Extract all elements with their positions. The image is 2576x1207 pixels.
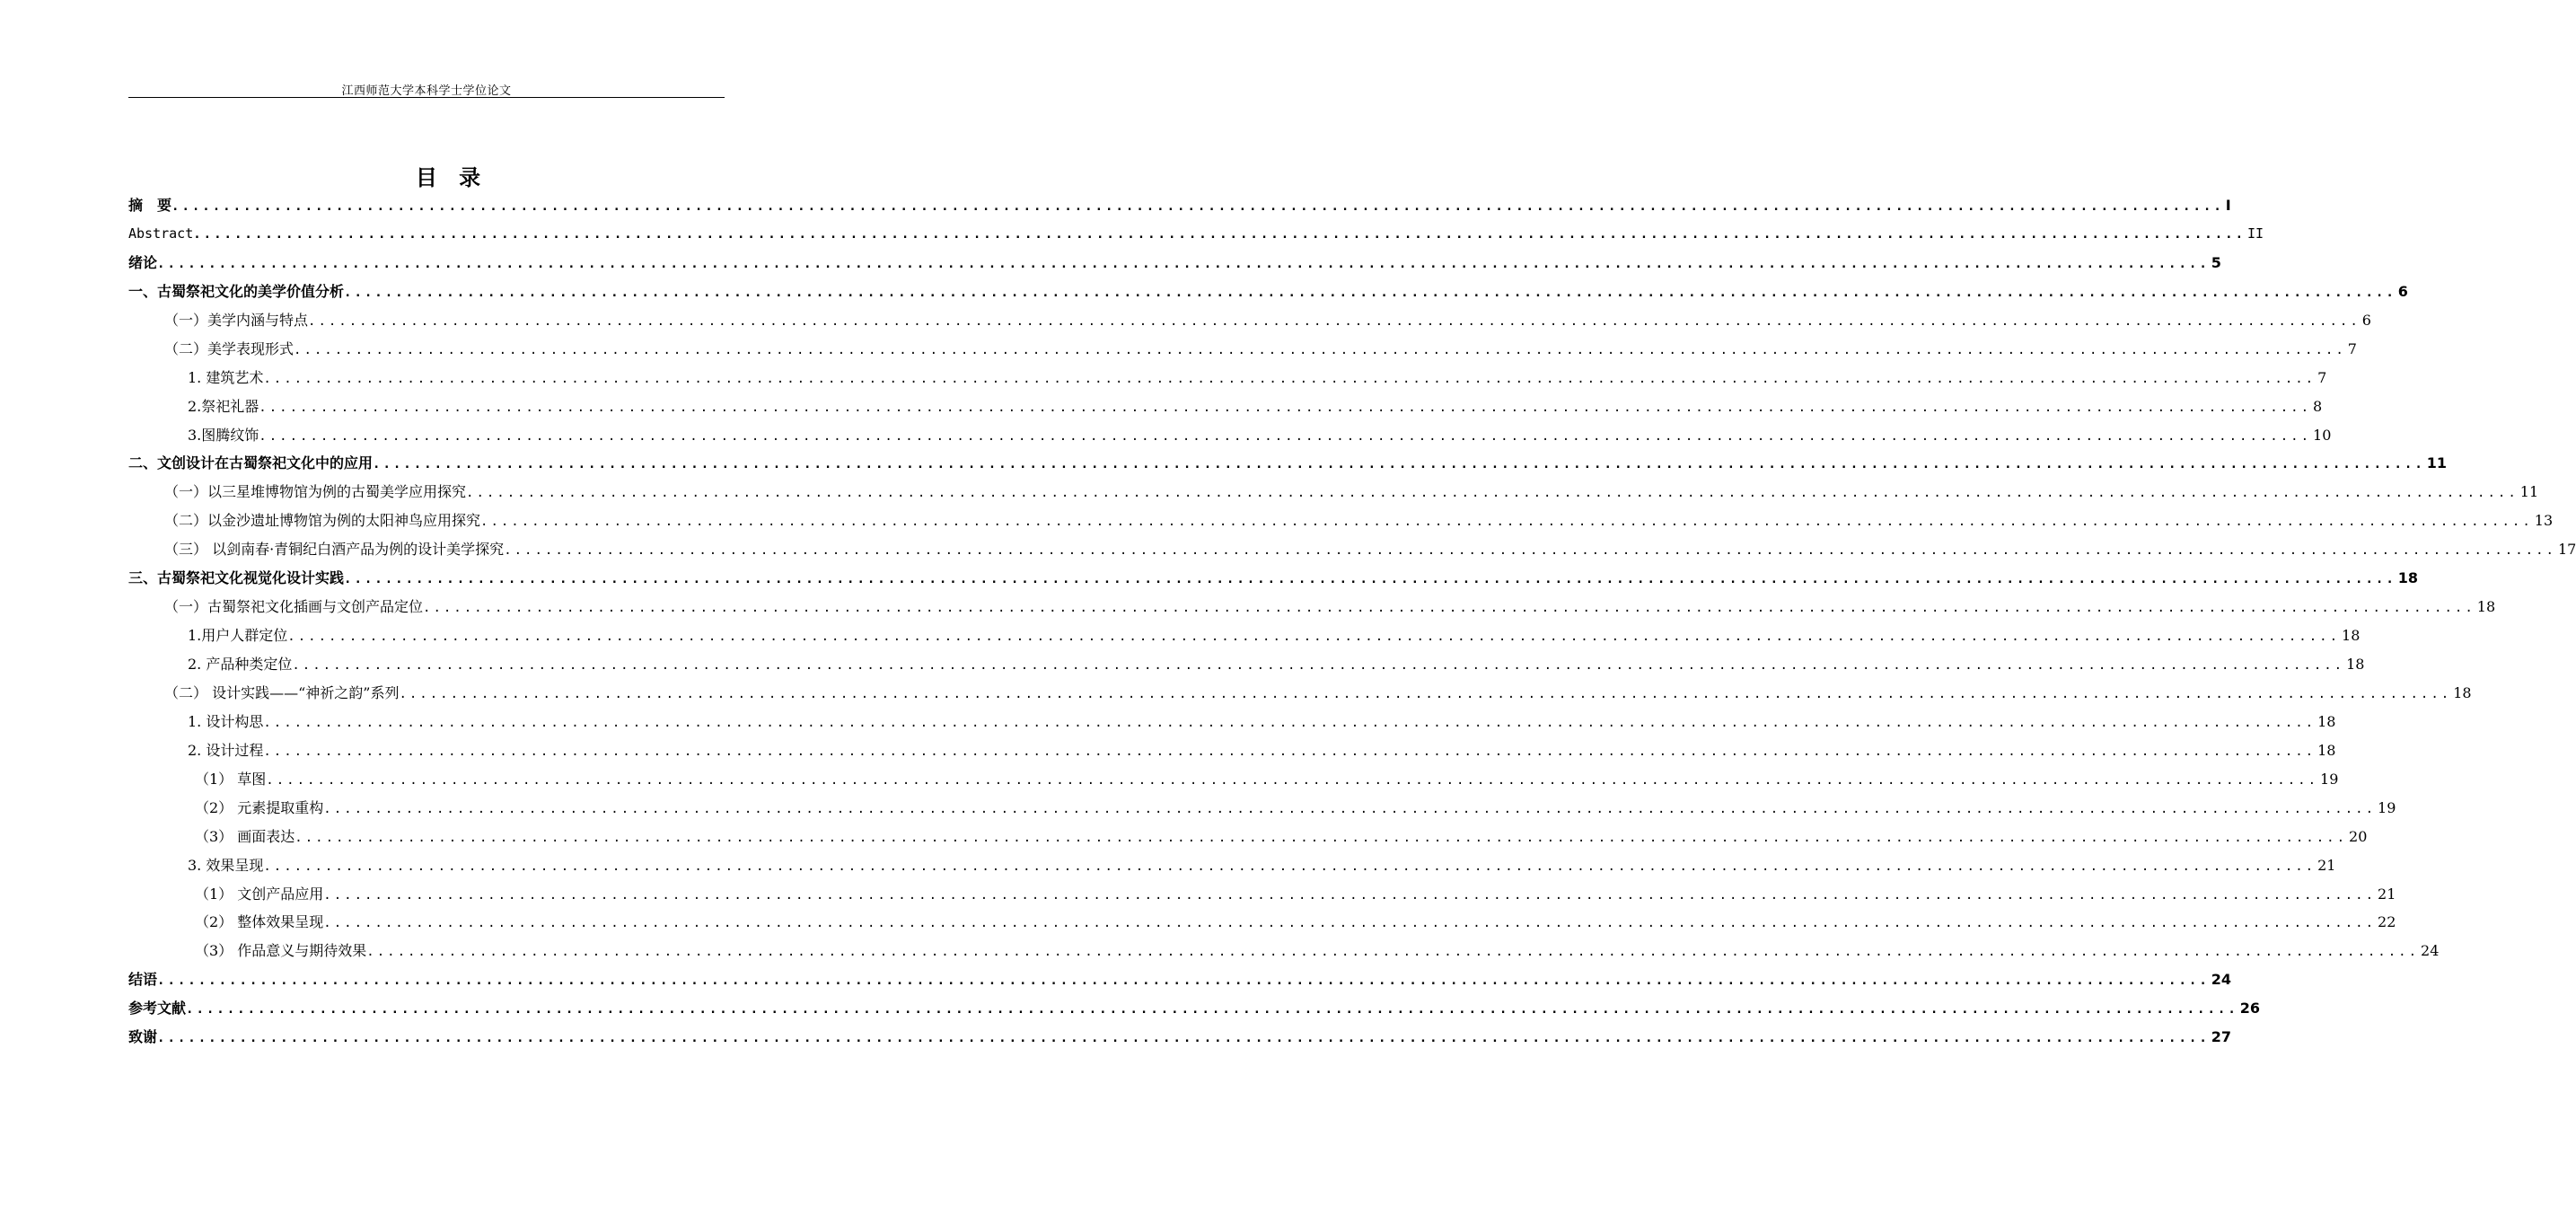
toc-entry-page: 18 (2346, 656, 2365, 673)
toc-entry[interactable] (128, 593, 2496, 621)
toc-entry[interactable] (128, 994, 2261, 1023)
toc-entry[interactable] (128, 823, 2368, 851)
toc-entry-page: 7 (2317, 368, 2327, 386)
toc-entry-title: 2.祭祀礼器 (188, 397, 259, 415)
table-of-contents (128, 191, 2576, 1052)
toc-leader-dots: ........................................................................................................................................................................................................ (423, 601, 2475, 616)
toc-entry-page: II (2247, 225, 2264, 242)
toc-entry-title: 三、古蜀祭祀文化视觉化设计实践 (128, 569, 345, 587)
toc-entry-title: 3. 效果呈现 (188, 856, 264, 874)
toc-entry[interactable] (128, 421, 2332, 450)
toc-entry-title: （3） 作品意义与期待效果 (195, 942, 367, 960)
toc-entry-title: （二）美学表现形式 (164, 339, 295, 357)
toc-entry-title: 参考文献 (128, 1000, 187, 1018)
toc-entry[interactable] (128, 794, 2396, 823)
toc-entry-page: 26 (2239, 1000, 2261, 1018)
toc-entry-title: （一）以三星堆博物馆为例的古蜀美学应用探究 (164, 483, 467, 501)
toc-leader-dots: ........................................................................................................................................................................................................ (294, 342, 2346, 357)
toc-entry[interactable] (128, 708, 2336, 736)
toc-leader-dots: ........................................................................................................................................................................................................ (480, 515, 2533, 530)
toc-entry-page: 11 (2426, 454, 2448, 472)
toc-entry[interactable] (128, 880, 2396, 909)
toc-entry[interactable] (128, 507, 2554, 535)
toc-leader-dots: ........................................................................................................................................................................................................ (171, 199, 2224, 214)
toc-entry-page: 13 (2534, 512, 2554, 530)
toc-entry-page: 20 (2349, 827, 2368, 845)
toc-entry-title: 二、文创设计在古蜀祭祀文化中的应用 (128, 454, 374, 472)
toc-entry-title: （二） 设计实践——“神祈之韵”系列 (164, 683, 400, 701)
toc-entry-title: （一）古蜀祭祀文化插画与文创产品定位 (164, 598, 424, 616)
toc-entry-page: 8 (2313, 397, 2323, 415)
toc-entry[interactable] (128, 564, 2419, 593)
toc-entry-title: 3.图腾纹饰 (188, 426, 259, 444)
toc-entry-title: （1） 草图 (195, 770, 267, 788)
toc-entry-page: 18 (2453, 683, 2472, 701)
toc-leader-dots: ........................................................................................................................................................................................................ (263, 715, 2317, 730)
page-header: 江西师范大学本科学士学位论文 (341, 84, 512, 98)
toc-entry-title: 1. 建筑艺术 (188, 368, 264, 386)
toc-entry[interactable] (128, 449, 2448, 478)
toc-entry[interactable] (128, 478, 2539, 507)
toc-entry-title: 绪论 (128, 253, 158, 271)
toc-leader-dots: ........................................................................................................................................................................................................ (504, 543, 2556, 559)
toc-leader-dots: ........................................................................................................................................................................................................ (263, 371, 2317, 386)
toc-entry[interactable] (128, 736, 2336, 765)
toc-entry-title: （三） 以剑南春·青铜纪白酒产品为例的设计美学探究 (164, 541, 505, 559)
toc-entry[interactable] (128, 965, 2232, 994)
toc-leader-dots: ........................................................................................................................................................................................................ (466, 486, 2519, 501)
toc-entry-title: 2. 设计过程 (188, 741, 264, 759)
toc-leader-dots: ........................................................................................................................................................................................................ (259, 400, 2312, 415)
toc-entry[interactable] (128, 249, 2221, 278)
toc-entry-title: （2） 元素提取重构 (195, 798, 324, 816)
toc-entry-page: 18 (2342, 627, 2361, 645)
toc-entry-page: 11 (2519, 483, 2539, 501)
toc-leader-dots: ........................................................................................................................................................................................................ (259, 428, 2312, 444)
toc-entry-page: 17 (2557, 541, 2576, 559)
toc-entry[interactable] (128, 535, 2576, 564)
toc-leader-dots: ........................................................................................................................................................................................................ (263, 859, 2317, 874)
page-title: 目 录 (415, 165, 488, 190)
toc-entry-page: 6 (2397, 282, 2408, 300)
toc-leader-dots: ........................................................................................................................................................................................................ (157, 256, 2210, 271)
toc-entry[interactable] (128, 765, 2339, 794)
toc-entry[interactable] (128, 621, 2361, 650)
toc-entry[interactable] (128, 364, 2327, 392)
toc-entry[interactable] (128, 191, 2231, 220)
toc-leader-dots: ........................................................................................................................................................................................................ (373, 457, 2425, 472)
toc-entry[interactable] (128, 335, 2357, 364)
toc-entry-title: 1.用户人群定位 (188, 627, 288, 645)
toc-entry-page: 24 (2211, 971, 2232, 989)
toc-entry[interactable] (128, 937, 2440, 965)
toc-entry-title: 2. 产品种类定位 (188, 656, 293, 673)
toc-entry-page: 24 (2421, 942, 2440, 960)
toc-entry-page: 27 (2211, 1028, 2232, 1046)
toc-leader-dots: ........................................................................................................................................................................................................ (344, 572, 2396, 587)
toc-entry-page: 18 (2476, 598, 2496, 616)
toc-entry[interactable] (128, 392, 2323, 421)
toc-entry-page: 19 (2320, 770, 2339, 788)
toc-entry-page: 10 (2313, 426, 2332, 444)
toc-entry-page: 7 (2347, 339, 2357, 357)
toc-entry-title: 致谢 (128, 1028, 158, 1046)
toc-entry-title: （1） 文创产品应用 (195, 885, 324, 903)
toc-entry-title: （2） 整体效果呈现 (195, 913, 324, 931)
toc-leader-dots: ........................................................................................................................................................................................................ (295, 830, 2348, 845)
toc-leader-dots: ........................................................................................................................................................................................................ (308, 313, 2361, 329)
toc-entry-page: 18 (2317, 712, 2336, 730)
toc-leader-dots: ........................................................................................................................................................................................................ (344, 285, 2396, 300)
header-rule (128, 97, 725, 98)
toc-entry[interactable] (128, 679, 2472, 708)
toc-entry-page: 21 (2317, 856, 2336, 874)
toc-entry[interactable] (128, 650, 2365, 679)
toc-entry[interactable] (128, 278, 2408, 306)
toc-leader-dots: ........................................................................................................................................................................................................ (292, 658, 2345, 673)
toc-entry[interactable] (128, 851, 2336, 880)
toc-entry-title: （二）以金沙遗址博物馆为例的太阳神鸟应用探究 (164, 512, 481, 530)
toc-leader-dots: ........................................................................................................................................................................................................ (399, 686, 2452, 701)
toc-entry-title: Abstract (128, 225, 194, 242)
toc-leader-dots: ........................................................................................................................................................................................................ (263, 744, 2317, 759)
toc-entry-title: 1. 设计构思 (188, 712, 264, 730)
toc-entry-title: （一）美学内涵与特点 (164, 311, 309, 329)
toc-entry-page: I (2225, 197, 2231, 214)
toc-entry[interactable] (128, 220, 2264, 249)
toc-entry[interactable] (128, 908, 2396, 937)
toc-entry-page: 18 (2317, 741, 2336, 759)
toc-leader-dots: ........................................................................................................................................................................................................ (323, 801, 2377, 816)
toc-entry-page: 18 (2397, 569, 2419, 587)
toc-leader-dots: ........................................................................................................................................................................................................ (323, 916, 2377, 931)
toc-leader-dots: ........................................................................................................................................................................................................ (186, 1002, 2238, 1018)
toc-entry-page: 22 (2378, 913, 2396, 931)
toc-leader-dots: ........................................................................................................................................................................................................ (366, 945, 2420, 960)
toc-entry-title: 一、古蜀祭祀文化的美学价值分析 (128, 282, 345, 300)
toc-entry-page: 21 (2378, 885, 2396, 903)
toc-entry[interactable] (128, 306, 2371, 335)
toc-entry-page: 19 (2378, 798, 2396, 816)
toc-entry[interactable] (128, 1023, 2232, 1052)
toc-leader-dots: ........................................................................................................................................................................................................ (287, 630, 2341, 645)
toc-entry-page: 5 (2211, 253, 2221, 271)
toc-entry-page: 6 (2361, 311, 2371, 329)
toc-entry-title: 结语 (128, 971, 158, 989)
toc-leader-dots: ........................................................................................................................................................................................................ (323, 887, 2377, 903)
toc-entry-title: （3） 画面表达 (195, 827, 295, 845)
toc-leader-dots: ........................................................................................................................................................................................................ (157, 974, 2210, 989)
toc-leader-dots: ........................................................................................................................................................................................................ (193, 226, 2246, 242)
toc-leader-dots: ........................................................................................................................................................................................................ (266, 772, 2319, 788)
toc-leader-dots: ........................................................................................................................................................................................................ (157, 1031, 2210, 1046)
toc-entry-title: 摘 要 (128, 197, 172, 214)
